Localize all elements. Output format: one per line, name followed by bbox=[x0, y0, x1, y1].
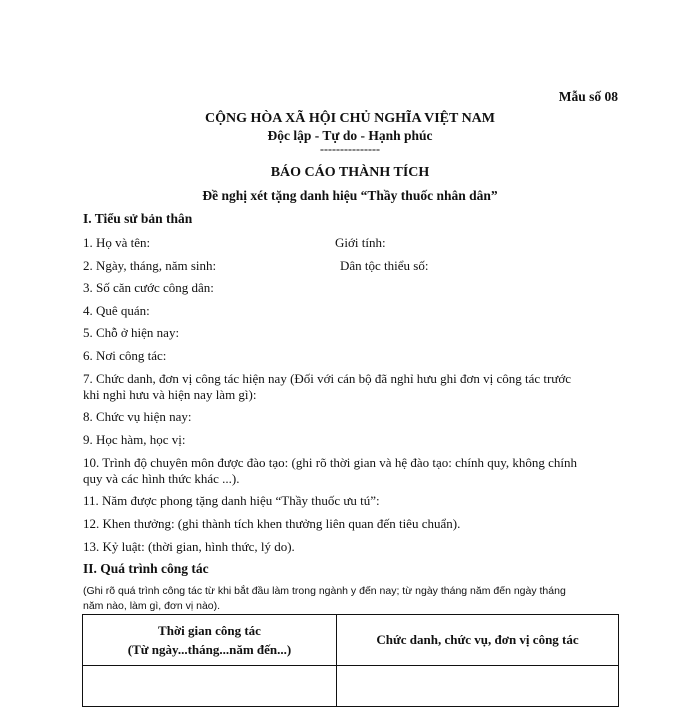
motto: Độc lập - Tự do - Hạnh phúc bbox=[267, 128, 433, 143]
field-name: 1. Họ và tên: bbox=[83, 235, 151, 250]
field-gender: Giới tính: bbox=[335, 235, 386, 250]
field-dob: 2. Ngày, tháng, năm sinh: bbox=[83, 258, 217, 273]
field-ethnic: Dân tộc thiểu số: bbox=[340, 258, 429, 273]
table-row bbox=[83, 666, 619, 707]
table-header-time-line1: Thời gian công tác bbox=[158, 623, 261, 638]
field-education bbox=[83, 455, 623, 487]
table-header-time bbox=[83, 615, 337, 666]
field-residence: 5. Chỗ ở hiện nay: bbox=[83, 325, 180, 340]
field-id-card: 3. Số căn cước công dân: bbox=[83, 280, 214, 295]
field-discipline: 13. Kỷ luật: (thời gian, hình thức, lý do). bbox=[83, 539, 295, 554]
section-2-note bbox=[83, 584, 623, 614]
field-education-line1: 10. Trình độ chuyên môn được đào tạo: (ghi rõ thời gian và hệ đào tạo: chính quy, không chính bbox=[83, 455, 578, 470]
section-1-heading: I. Tiểu sử bản thân bbox=[83, 211, 193, 226]
document-subtitle: Đề nghị xét tặng danh hiệu “Thầy thuốc nhân dân” bbox=[202, 188, 498, 203]
field-education-line2: quy và các hình thức khác ...). bbox=[83, 471, 240, 486]
document-title: BÁO CÁO THÀNH TÍCH bbox=[270, 165, 430, 180]
field-position: 8. Chức vụ hiện nay: bbox=[83, 409, 192, 424]
field-degree: 9. Học hàm, học vị: bbox=[83, 432, 186, 447]
table-header-time-line2: (Từ ngày...tháng...năm đến...) bbox=[127, 642, 292, 657]
table-header-row bbox=[83, 615, 619, 666]
field-workplace: 6. Nơi công tác: bbox=[83, 348, 167, 363]
field-hometown: 4. Quê quán: bbox=[83, 303, 150, 318]
field-title-unit bbox=[83, 371, 623, 403]
form-number: Mẫu số 08 bbox=[558, 89, 618, 104]
table-cell-position[interactable] bbox=[337, 666, 619, 707]
table-cell-time[interactable] bbox=[83, 666, 337, 707]
section-2-heading: II. Quá trình công tác bbox=[83, 561, 209, 576]
nation-header: CỘNG HÒA XÃ HỘI CHỦ NGHĨA VIỆT NAM bbox=[204, 111, 495, 126]
field-title-unit-line2: khi nghỉ hưu và hiện nay làm gì): bbox=[83, 387, 257, 402]
work-history-table bbox=[82, 614, 619, 707]
header-separator: --------------- bbox=[320, 142, 380, 156]
field-rewards: 12. Khen thưởng: (ghi thành tích khen thưởng liên quan đến tiêu chuẩn). bbox=[83, 516, 461, 531]
section-2-note-line2: năm nào, làm gì, đơn vị nào). bbox=[83, 600, 221, 612]
table-header-position: Chức danh, chức vụ, đơn vị công tác bbox=[337, 615, 619, 666]
field-awarded-year: 11. Năm được phong tặng danh hiệu “Thầy thuốc ưu tú”: bbox=[83, 493, 380, 508]
section-2-note-line1: (Ghi rõ quá trình công tác từ khi bắt đầu làm trong ngành y đến nay; từ ngày tháng năm đến ngày tháng bbox=[83, 585, 566, 597]
field-title-unit-line1: 7. Chức danh, đơn vị công tác hiện nay (Đối với cán bộ đã nghỉ hưu ghi đơn vị công tác trước bbox=[83, 371, 572, 386]
